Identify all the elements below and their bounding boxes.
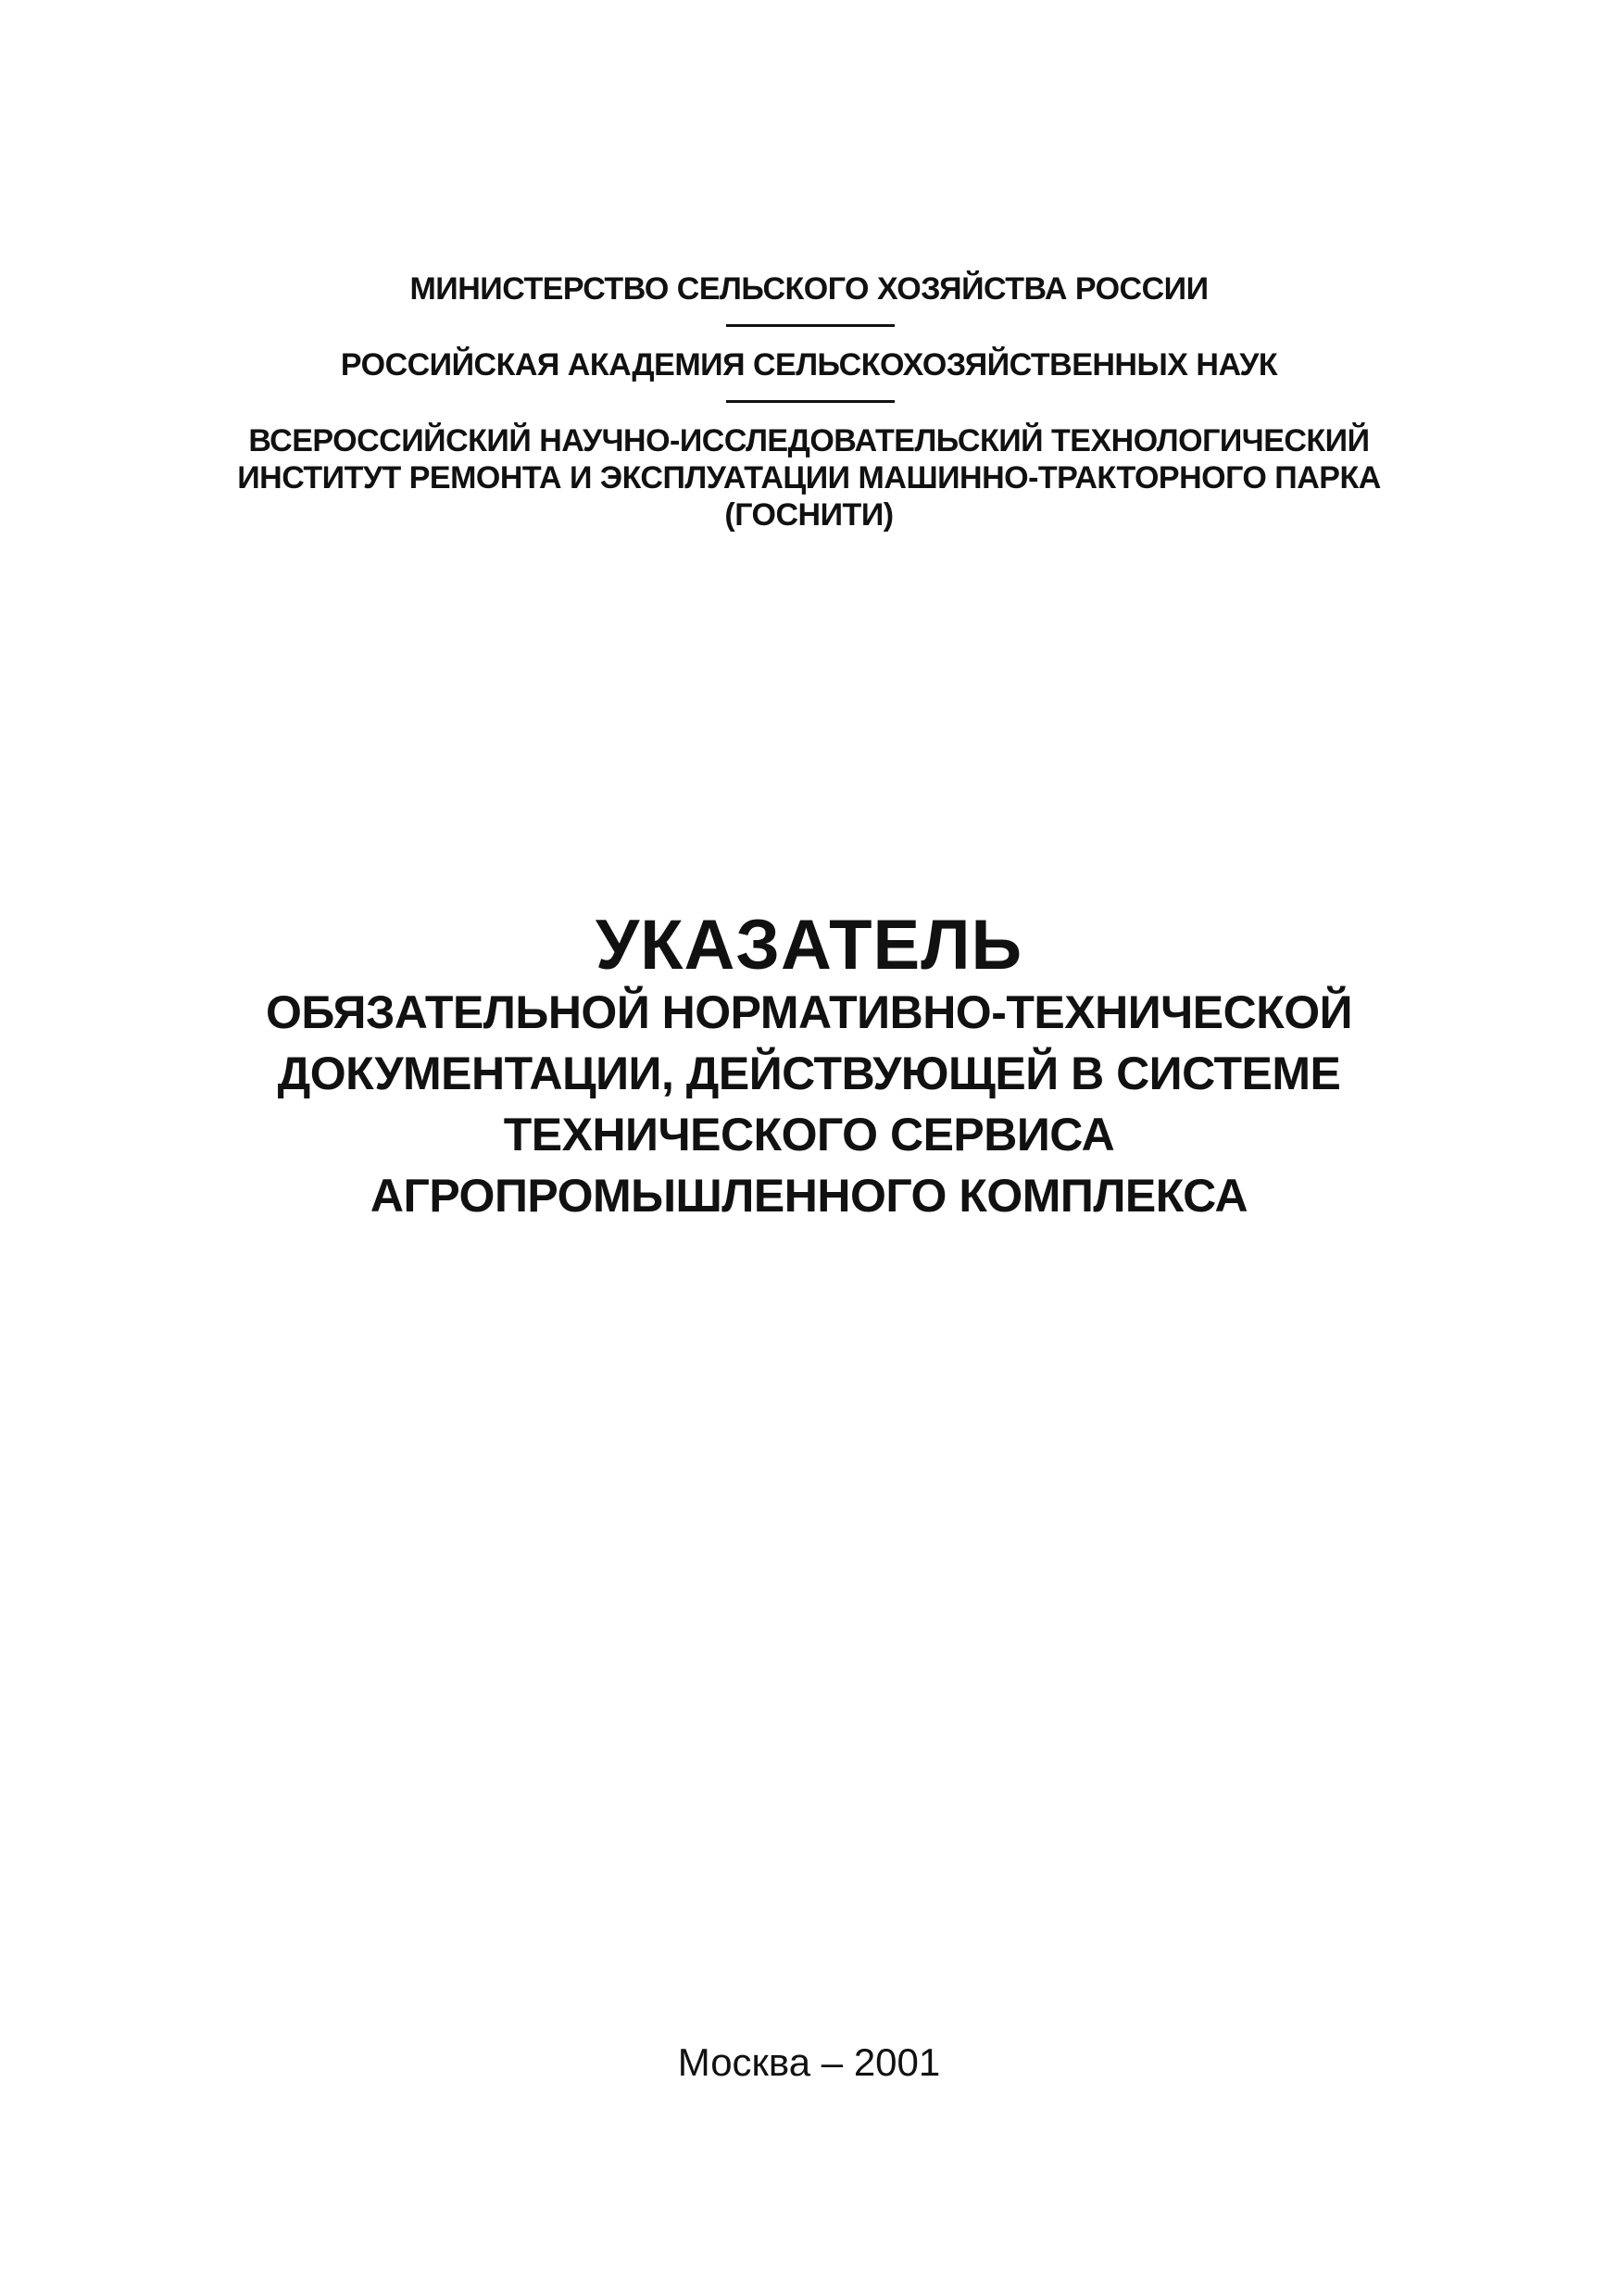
institute-abbreviation: (ГОСНИТИ) [724,497,894,533]
document-subtitle-line-3: ТЕХНИЧЕСКОГО СЕРВИСА [503,1109,1115,1161]
document-subtitle-line-2: ДОКУМЕНТАЦИИ, ДЕЙСТВУЮЩЕЙ В СИСТЕМЕ [277,1048,1341,1099]
document-subtitle-line-4: АГРОПРОМЫШЛЕННОГО КОМПЛЕКСА [370,1170,1248,1222]
institute-name-line-2: ИНСТИТУТ РЕМОНТА И ЭКСПЛУАТАЦИИ МАШИННО-ТРАКТОРНОГО ПАРКА [237,460,1381,496]
institute-name-line-1: ВСЕРОССИЙСКИЙ НАУЧНО-ИССЛЕДОВАТЕЛЬСКИЙ ТЕХНОЛОГИЧЕСКИЙ [248,423,1370,458]
header-divider-1 [726,324,895,327]
academy-name: РОССИЙСКАЯ АКАДЕМИЯ СЕЛЬСКОХОЗЯЙСТВЕННЫХ НАУК [340,347,1278,383]
ministry-name: МИНИСТЕРСТВО СЕЛЬСКОГО ХОЗЯЙСТВА РОССИИ [409,271,1209,307]
document-title: УКАЗАТЕЛЬ [595,906,1023,985]
document-subtitle-line-1: ОБЯЗАТЕЛЬНОЙ НОРМАТИВНО-ТЕХНИЧЕСКОЙ [265,986,1353,1038]
header-divider-2 [726,400,895,403]
publication-place-year: Москва – 2001 [677,2040,941,2084]
